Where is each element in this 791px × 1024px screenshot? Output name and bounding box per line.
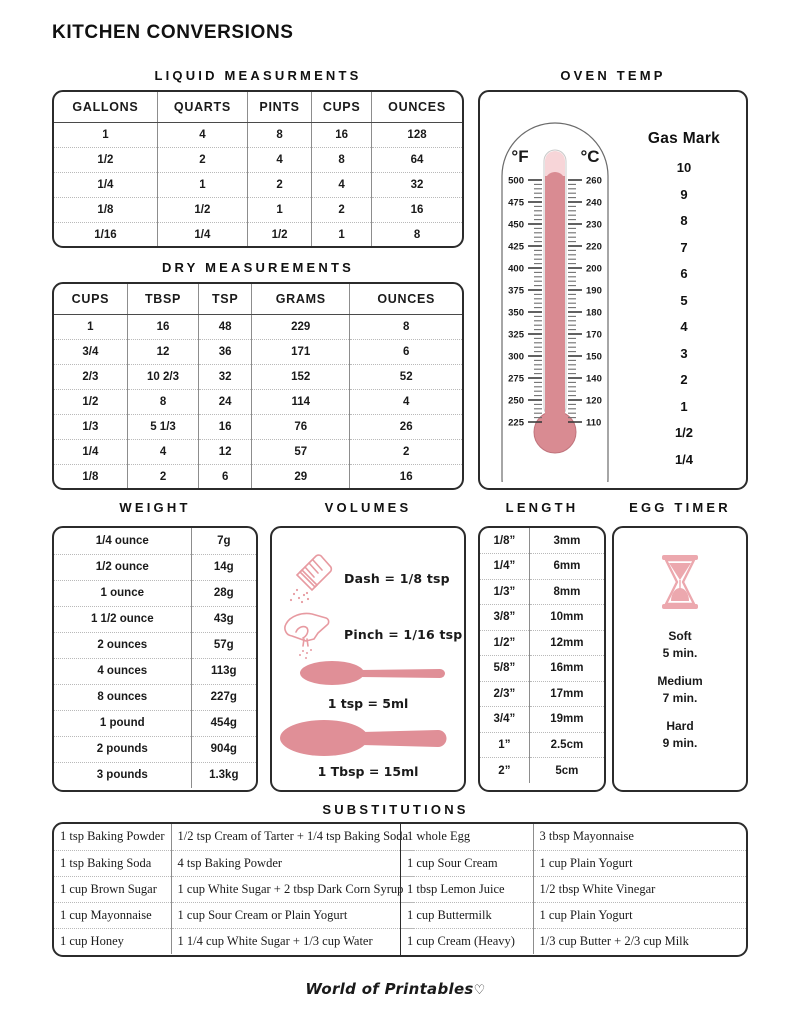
table-row (54, 414, 462, 439)
dry-cell: 229 (252, 314, 350, 339)
table-row (54, 684, 256, 710)
substitutions-left-table (54, 824, 414, 954)
egg-doneness-label: Soft (668, 629, 692, 643)
table-row (54, 314, 462, 339)
table-row (401, 876, 746, 902)
weight-value: 7g (191, 528, 256, 554)
liquid-measurements-panel (52, 90, 464, 248)
table-row (54, 172, 462, 197)
table-row (54, 850, 414, 876)
dry-cell: 8 (350, 314, 462, 339)
weight-key: 1 1/2 ounce (54, 606, 191, 632)
substitution-ingredient: 1 tsp Baking Soda (54, 850, 171, 876)
table-row (54, 339, 462, 364)
length-value: 8mm (529, 579, 604, 605)
liquid-cell: 8 (312, 147, 372, 172)
dash-row (280, 550, 450, 606)
celsius-tick-label: 120 (586, 395, 602, 407)
length-value: 3mm (529, 528, 604, 554)
dry-cell: 8 (127, 389, 199, 414)
fahrenheit-tick-label: 450 (508, 219, 524, 231)
substitution-substitute: 1/3 cup Butter + 2/3 cup Milk (533, 928, 746, 954)
volumes-heading: VOLUMES (324, 500, 412, 515)
weight-value: 14g (191, 554, 256, 580)
fahrenheit-tick-label: 300 (508, 351, 524, 363)
dry-measurements-panel (52, 282, 464, 490)
weight-key: 1 ounce (54, 580, 191, 606)
fahrenheit-tick-label: 500 (508, 175, 524, 187)
length-key: 1/8” (493, 534, 516, 547)
gas-mark-value: 8 (680, 213, 688, 228)
weight-key: 2 ounces (54, 632, 191, 658)
celsius-tick-label: 190 (586, 285, 602, 297)
tbsp-label: 1 Tbsp = 15ml (317, 764, 419, 779)
weight-value: 227g (191, 684, 256, 710)
table-row (54, 122, 462, 147)
egg-cook-time: 7 min. (662, 691, 698, 705)
teaspoon-icon (300, 660, 460, 686)
table-row (480, 681, 604, 707)
hourglass-icon (659, 554, 701, 610)
length-heading: LENGTH (505, 500, 579, 515)
table-row (54, 528, 256, 554)
table-row (54, 464, 462, 489)
liquid-cell: 1/4 (54, 172, 157, 197)
dry-cell: 1 (87, 320, 94, 333)
liquid-cell: 1/8 (54, 197, 157, 222)
liquid-cell: 1/2 (54, 147, 157, 172)
dry-cell: 76 (252, 414, 350, 439)
dry-column-header: CUPS (54, 284, 127, 314)
table-row (401, 902, 746, 928)
length-key: 3/4” (480, 707, 529, 733)
dry-column-header: GRAMS (252, 284, 350, 314)
substitution-ingredient: 1 cup Honey (54, 928, 171, 954)
liquid-cell: 128 (372, 122, 462, 147)
length-value: 19mm (529, 707, 604, 733)
liquid-cell: 2 (157, 147, 247, 172)
weight-value: 57g (191, 632, 256, 658)
dry-cell: 171 (252, 339, 350, 364)
egg-cook-time: 5 min. (662, 646, 698, 660)
gas-mark-column (628, 130, 740, 478)
dry-cell: 16 (199, 414, 252, 439)
table-row (54, 632, 256, 658)
length-key: 2” (480, 758, 529, 784)
substitution-substitute: 1 cup Plain Yogurt (533, 902, 746, 928)
liquid-cell: 1 (312, 222, 372, 247)
liquid-cell: 1/4 (157, 222, 247, 247)
weight-value: 1.3kg (191, 762, 256, 788)
liquid-cell: 64 (372, 147, 462, 172)
table-row (54, 364, 462, 389)
table-row (54, 876, 414, 902)
dry-cell: 6 (199, 464, 252, 489)
fahrenheit-tick-label: 400 (508, 263, 524, 275)
celsius-tick-label: 180 (586, 307, 602, 319)
substitution-ingredient: 1 cup Mayonnaise (54, 902, 171, 928)
tablespoon-icon (280, 718, 460, 758)
celsius-tick-label: 110 (586, 417, 602, 429)
table-row (54, 389, 462, 414)
dry-cell: 1/3 (54, 414, 127, 439)
fahrenheit-tick-label: 375 (508, 285, 524, 297)
liquid-cell: 4 (157, 122, 247, 147)
table-row (54, 222, 462, 247)
length-value: 17mm (529, 681, 604, 707)
substitution-ingredient: 1 cup Buttermilk (401, 902, 533, 928)
length-key: 3/8” (480, 605, 529, 631)
table-row (54, 439, 462, 464)
substitution-ingredient: 1 tsp Baking Powder (54, 824, 171, 850)
table-row (54, 658, 256, 684)
substitutions-right-half (400, 824, 746, 955)
egg-doneness-label: Hard (666, 719, 694, 733)
length-key: 1/4” (480, 554, 529, 580)
liquid-cell: 1/2 (247, 222, 311, 247)
weight-key: 8 ounces (54, 684, 191, 710)
substitutions-left-half (54, 824, 409, 955)
length-value: 12mm (529, 630, 604, 656)
length-key: 5/8” (480, 656, 529, 682)
liquid-cell: 1 (247, 197, 311, 222)
thermometer-icon (490, 102, 620, 482)
table-row (480, 528, 604, 554)
volumes-panel (270, 526, 466, 792)
liquid-cell: 4 (312, 172, 372, 197)
celsius-tick-label: 240 (586, 197, 602, 209)
celsius-tick-label: 260 (586, 175, 602, 187)
liquid-cell: 32 (372, 172, 462, 197)
dry-cell: 4 (127, 439, 199, 464)
gas-mark-value: 3 (680, 345, 688, 361)
length-key: 1/2” (480, 630, 529, 656)
liquid-cell: 8 (372, 222, 462, 247)
dry-cell: 36 (199, 339, 252, 364)
fahrenheit-tick-label: 475 (508, 197, 524, 209)
substitution-substitute: 1 1/4 cup White Sugar + 1/3 cup Water (171, 928, 414, 954)
table-row (54, 902, 414, 928)
weight-value: 904g (191, 736, 256, 762)
footer-brand-text: World of Printables (305, 980, 474, 998)
substitutions-panel (52, 822, 748, 957)
table-row (54, 197, 462, 222)
gas-mark-value: 7 (680, 239, 688, 255)
gas-mark-value: 5 (680, 292, 688, 308)
celsius-tick-label: 150 (586, 351, 602, 363)
gas-mark-value: 1 (680, 398, 688, 414)
dry-cell: 1/8 (54, 464, 127, 489)
dry-cell: 4 (350, 389, 462, 414)
substitution-ingredient: 1 whole Egg (401, 824, 533, 850)
fahrenheit-tick-label: 225 (508, 417, 524, 429)
liquid-cell: 16 (372, 197, 462, 222)
fahrenheit-tick-label: 425 (508, 241, 524, 253)
dry-column-header: OUNCES (350, 284, 462, 314)
table-row (54, 606, 256, 632)
table-header-row (54, 284, 462, 314)
dry-cell: 1/4 (54, 439, 127, 464)
liquid-column-header: CUPS (312, 92, 372, 122)
length-key: 1/3” (480, 579, 529, 605)
dry-column-header: TBSP (127, 284, 199, 314)
gas-mark-label: Gas Mark (647, 130, 721, 147)
dry-cell: 57 (252, 439, 350, 464)
pinching-hand-icon (280, 606, 336, 662)
table-row (54, 147, 462, 172)
table-row (480, 554, 604, 580)
page-title: KITCHEN CONVERSIONS (52, 22, 294, 43)
weight-panel (52, 526, 258, 792)
table-row (480, 656, 604, 682)
substitution-substitute: 4 tsp Baking Powder (171, 850, 414, 876)
table-row (480, 579, 604, 605)
liquid-cell: 2 (312, 197, 372, 222)
dry-cell: 52 (350, 364, 462, 389)
fahrenheit-tick-label: 350 (508, 307, 524, 319)
weight-value: 28g (191, 580, 256, 606)
substitution-ingredient: 1 cup Brown Sugar (54, 876, 171, 902)
gas-mark-value: 1/2 (674, 425, 694, 440)
liquid-cell: 16 (312, 122, 372, 147)
liquid-cell: 2 (247, 172, 311, 197)
weight-value: 454g (191, 710, 256, 736)
liquid-cell: 1/2 (157, 197, 247, 222)
substitution-substitute: 1/2 tbsp White Vinegar (533, 876, 746, 902)
gas-mark-value: 10 (676, 160, 692, 175)
dry-cell: 2/3 (54, 364, 127, 389)
dry-cell: 12 (127, 339, 199, 364)
gas-mark-value: 6 (680, 266, 688, 281)
table-row (480, 758, 604, 784)
fahrenheit-unit-label: °F (511, 147, 529, 166)
weight-key: 4 ounces (54, 658, 191, 684)
substitution-ingredient: 1 cup Sour Cream (401, 850, 533, 876)
substitution-ingredient: 1 cup Cream (Heavy) (401, 928, 533, 954)
salt-shaker-icon (280, 550, 336, 606)
dry-cell: 16 (350, 464, 462, 489)
fahrenheit-tick-label: 250 (508, 395, 524, 407)
length-value: 16mm (529, 656, 604, 682)
celsius-tick-label: 220 (586, 241, 602, 253)
egg-timer-panel (612, 526, 748, 792)
footer-branding (0, 980, 791, 998)
fahrenheit-tick-label: 275 (508, 373, 524, 385)
dry-cell: 10 2/3 (127, 364, 199, 389)
liquid-measurements-table (54, 92, 462, 247)
dry-cell: 2 (127, 464, 199, 489)
table-row (54, 554, 256, 580)
dry-cell: 1/2 (54, 389, 127, 414)
liquid-measurements-heading: LIQUID MEASURMENTS (154, 68, 362, 83)
dry-measurements-heading: DRY MEASUREMENTS (161, 260, 355, 275)
gas-mark-value: 2 (680, 372, 688, 387)
table-row (401, 824, 746, 850)
table-row (54, 710, 256, 736)
table-row (480, 707, 604, 733)
dry-cell: 32 (199, 364, 252, 389)
weight-value: 43g (191, 606, 256, 632)
table-row (480, 732, 604, 758)
weight-table (54, 528, 256, 788)
weight-key: 1 pound (54, 710, 191, 736)
dry-cell: 3/4 (54, 339, 127, 364)
weight-heading: WEIGHT (119, 500, 191, 515)
weight-key: 2 pounds (54, 736, 191, 762)
length-value: 6mm (529, 554, 604, 580)
liquid-column-header: GALLONS (54, 92, 157, 122)
weight-value: 113g (191, 658, 256, 684)
dry-cell: 152 (252, 364, 350, 389)
liquid-cell: 1/16 (54, 222, 157, 247)
length-value: 10mm (529, 605, 604, 631)
substitution-ingredient: 1 tbsp Lemon Juice (401, 876, 533, 902)
table-row (401, 850, 746, 876)
liquid-cell: 1 (157, 172, 247, 197)
substitutions-heading: SUBSTITUTIONS (322, 802, 469, 817)
dry-cell: 16 (127, 314, 199, 339)
table-row (480, 605, 604, 631)
liquid-column-header: OUNCES (372, 92, 462, 122)
liquid-cell: 8 (247, 122, 311, 147)
weight-key: 3 pounds (54, 762, 191, 788)
liquid-column-header: PINTS (247, 92, 311, 122)
fahrenheit-tick-label: 325 (508, 329, 524, 341)
tsp-label: 1 tsp = 5ml (327, 696, 409, 711)
dry-cell: 48 (199, 314, 252, 339)
dry-cell: 2 (350, 439, 462, 464)
table-row (54, 580, 256, 606)
table-row (54, 928, 414, 954)
substitution-substitute: 1/2 tsp Cream of Tarter + 1/4 tsp Baking Soda (177, 829, 409, 844)
gas-mark-value: 1/4 (674, 451, 694, 467)
liquid-cell: 1 (102, 128, 109, 141)
dry-cell: 5 1/3 (127, 414, 199, 439)
table-row (54, 736, 256, 762)
length-value: 5cm (529, 758, 604, 784)
pinch-label: Pinch = 1/16 tsp (344, 626, 463, 642)
dry-measurements-table (54, 284, 462, 489)
egg-timer-heading: EGG TIMER (629, 500, 731, 515)
celsius-tick-label: 170 (586, 329, 602, 341)
heart-icon: ♡ (473, 983, 486, 998)
dry-cell: 6 (350, 339, 462, 364)
egg-doneness-label: Medium (657, 674, 703, 688)
substitutions-right-table (401, 824, 746, 954)
celsius-tick-label: 140 (586, 373, 602, 385)
dry-column-header: TSP (199, 284, 252, 314)
gas-mark-value: 4 (680, 319, 688, 334)
celsius-unit-label: °C (580, 147, 600, 166)
table-header-row (54, 92, 462, 122)
substitution-substitute: 1 cup White Sugar + 2 tbsp Dark Corn Syrup (171, 876, 414, 902)
gas-mark-value: 9 (680, 186, 688, 202)
dry-cell: 114 (252, 389, 350, 414)
table-row (480, 630, 604, 656)
oven-temp-heading: OVEN TEMP (560, 68, 666, 83)
table-row (401, 928, 746, 954)
dry-cell: 24 (199, 389, 252, 414)
dry-cell: 26 (350, 414, 462, 439)
substitution-substitute: 1 cup Plain Yogurt (533, 850, 746, 876)
celsius-tick-label: 230 (586, 219, 602, 231)
length-key: 2/3” (480, 681, 529, 707)
substitution-substitute: 1 cup Sour Cream or Plain Yogurt (171, 902, 414, 928)
table-row (54, 824, 414, 850)
dash-label: Dash = 1/8 tsp (344, 570, 450, 586)
celsius-tick-label: 200 (586, 263, 602, 275)
dry-cell: 29 (252, 464, 350, 489)
table-row (54, 762, 256, 788)
pinch-row (280, 606, 462, 662)
weight-key: 1/2 ounce (54, 554, 191, 580)
liquid-column-header: QUARTS (157, 92, 247, 122)
oven-temp-panel (478, 90, 748, 490)
length-table (480, 528, 604, 783)
length-value: 2.5cm (529, 732, 604, 758)
egg-cook-time: 9 min. (662, 736, 698, 750)
length-panel (478, 526, 606, 792)
substitution-substitute: 3 tbsp Mayonnaise (539, 829, 634, 844)
liquid-cell: 4 (247, 147, 311, 172)
thermometer-illustration (490, 102, 620, 482)
dry-cell: 12 (199, 439, 252, 464)
length-key: 1” (480, 732, 529, 758)
weight-key: 1/4 ounce (95, 534, 149, 547)
